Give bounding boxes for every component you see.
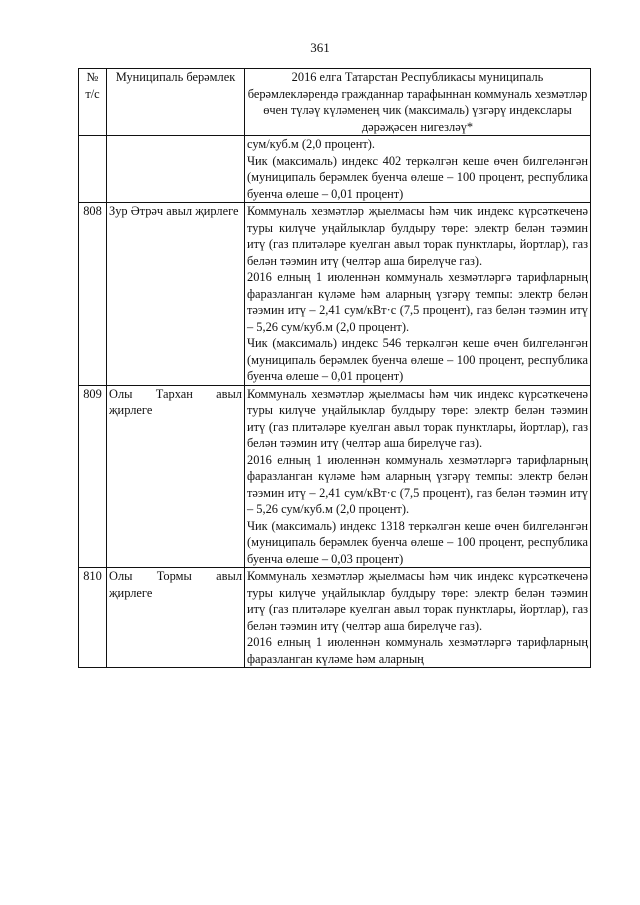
row-number: 808 [79, 203, 107, 386]
table-row [79, 568, 591, 668]
description-paragraph: 2016 елның 1 июленнән коммуналь хезмәтләргә тарифларның фаразланган күләме һәм аларның үзгәрү темпы: электр белән тәэмин итү – 2,41 сум/кВт·с (7,5 процент), газ белән тәэмин итү – 5,26 сум/куб.м (2,0 процент). [247, 452, 588, 516]
description-paragraph: Чик (максималь) индекс 1318 теркәлгән кеше өчен билгеләнгән (муниципаль берәмлек буенча өлеше – 100 процент, республика буенча өлеше – 0,03 процент) [247, 518, 588, 566]
description-paragraph: Чик (максималь) индекс 546 теркәлгән кеше өчен билгеләнгән (муниципаль берәмлек буенча өлеше – 100 процент, республика буенча өлеше – 0,01 процент) [247, 336, 588, 383]
header-row [79, 69, 591, 136]
description-cell [245, 385, 591, 568]
description-paragraph: 2016 елның 1 июленнән коммуналь хезмәтләргә тарифларның фаразланган күләме һәм аларның үзгәрү темпы: электр белән тәэмин итү – 2,41 сум/кВт·с (7,5 процент), газ белән тәэмин итү – 5,26 сум/куб.м (2,0 процент). [247, 270, 588, 334]
description-cell [245, 136, 591, 203]
table-row [79, 136, 591, 203]
row-number: 809 [79, 385, 107, 568]
row-number: 810 [79, 568, 107, 668]
municipality-name: Олы Тархан авыл җирлеге [107, 385, 245, 568]
table-header [79, 69, 591, 136]
table-row [79, 385, 591, 568]
row-number [79, 136, 107, 203]
description-paragraph: Коммуналь хезмәтләр җыелмасы һәм чик индекс күрсәткеченә туры килүче уңайлыклар булдыру төре: электр белән тәэмин итү (газ плитәләре куелган авыл торак пунктлары, йортлар), газ белән тәэмин итү (челтәр аша бирелүче газ). [247, 204, 588, 268]
table-body [79, 136, 591, 668]
municipality-name: Зур Әтрәч авыл җирлеге [107, 203, 245, 386]
description-cell [245, 203, 591, 386]
description-paragraph: сум/куб.м (2,0 процент). [247, 137, 376, 151]
municipality-name [107, 136, 245, 203]
tariff-table [78, 68, 591, 668]
description-paragraph: Чик (максималь) индекс 402 теркәлгән кеше өчен билгеләнгән (муниципаль берәмлек буенча өлеше – 100 процент, республика буенча өлеше – 0,01 процент) [247, 153, 588, 201]
description-paragraph: 2016 елның 1 июленнән коммуналь хезмәтләргә тарифларның фаразланган күләме һәм аларның [247, 635, 588, 666]
header-number: № т/с [79, 69, 107, 136]
description-paragraph: Коммуналь хезмәтләр җыелмасы һәм чик индекс күрсәткеченә туры килүче уңайлыклар булдыру төре: электр белән тәэмин итү (газ плитәләре куелган авыл торак пунктлары, йортлар), газ белән тәэмин итү (челтәр аша бирелүче газ). [247, 569, 588, 633]
municipality-name: Олы Тормы авыл җирлеге [107, 568, 245, 668]
description-paragraph: Коммуналь хезмәтләр җыелмасы һәм чик индекс күрсәткеченә туры килүче уңайлыклар булдыру төре: электр белән тәэмин итү (газ плитәләре куелган авыл торак пунктлары, йортлар), газ белән тәэмин итү (челтәр аша бирелүче газ). [247, 386, 588, 450]
description-cell [245, 568, 591, 668]
table-row [79, 203, 591, 386]
page-number: 361 [310, 40, 330, 55]
header-description: 2016 елга Татарстан Республикасы муниципаль берәмлекләрендә гражданнар тарафыннан коммуналь хезмәтләр өчен түләү күләменең чик (максималь) үзгәрү индекслары дәрәҗәсен нигезләү* [245, 69, 591, 136]
header-municipality: Муниципаль берәмлек [107, 69, 245, 136]
